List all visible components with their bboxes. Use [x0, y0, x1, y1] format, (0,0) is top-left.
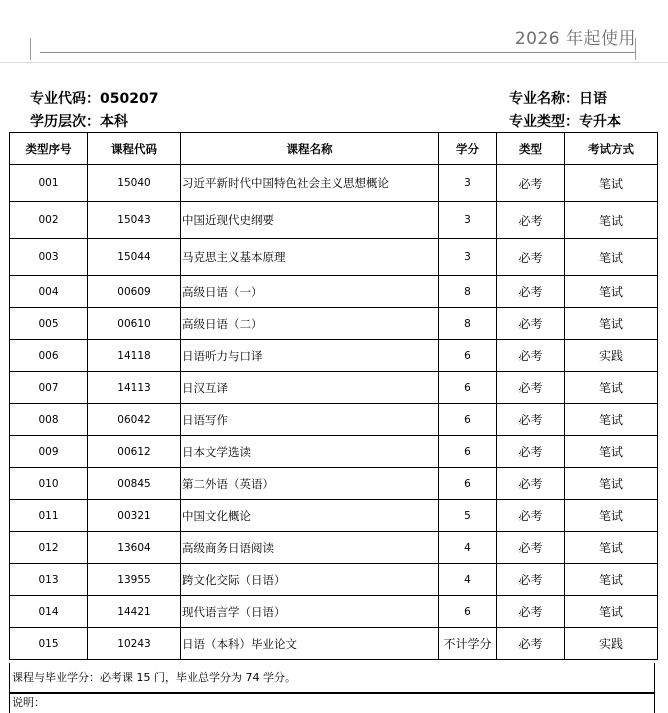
table-row — [10, 276, 658, 308]
column-header: 学分 — [439, 133, 497, 165]
header-rule — [40, 52, 636, 53]
row-seq-cell: 001 — [10, 165, 88, 202]
row-code-cell: 00845 — [88, 468, 181, 500]
row-course-name-cell: 日汉互译 — [181, 372, 439, 404]
row-seq-cell: 004 — [10, 276, 88, 308]
row-course-name-cell: 第二外语（英语） — [181, 468, 439, 500]
row-credit-cell: 6 — [439, 596, 497, 628]
row-code-cell: 00612 — [88, 436, 181, 468]
education-level: 学历层次：本科 — [30, 114, 128, 130]
row-credit-cell: 4 — [439, 532, 497, 564]
row-seq-cell: 011 — [10, 500, 88, 532]
row-code-cell: 00321 — [88, 500, 181, 532]
row-code-cell: 15040 — [88, 165, 181, 202]
row-seq-cell: 009 — [10, 436, 88, 468]
row-seq-cell: 006 — [10, 340, 88, 372]
note-label: 说明： — [9, 693, 655, 713]
page-divider — [0, 62, 668, 63]
row-credit-cell: 4 — [439, 564, 497, 596]
row-seq-cell: 014 — [10, 596, 88, 628]
major-code: 专业代码：050207 — [30, 91, 159, 107]
row-type-cell: 必考 — [497, 596, 565, 628]
row-code-cell: 13955 — [88, 564, 181, 596]
row-seq-cell: 002 — [10, 202, 88, 239]
row-credit-cell: 6 — [439, 404, 497, 436]
column-header: 课程名称 — [181, 133, 439, 165]
row-exam-cell: 笔试 — [565, 404, 658, 436]
row-credit-cell: 不计学分 — [439, 628, 497, 660]
row-credit-cell: 6 — [439, 436, 497, 468]
row-course-name-cell: 高级商务日语阅读 — [181, 532, 439, 564]
row-exam-cell: 笔试 — [565, 308, 658, 340]
row-course-name-cell: 高级日语（二） — [181, 308, 439, 340]
row-seq-cell: 007 — [10, 372, 88, 404]
row-type-cell: 必考 — [497, 276, 565, 308]
table-row — [10, 372, 658, 404]
row-type-cell: 必考 — [497, 436, 565, 468]
row-course-name-cell: 中国近现代史纲要 — [181, 202, 439, 239]
crop-mark-left — [30, 38, 31, 60]
row-exam-cell: 实践 — [565, 628, 658, 660]
table-row — [10, 239, 658, 276]
row-course-name-cell: 现代语言学（日语） — [181, 596, 439, 628]
row-exam-cell: 笔试 — [565, 564, 658, 596]
row-code-cell: 00610 — [88, 308, 181, 340]
row-type-cell: 必考 — [497, 239, 565, 276]
row-exam-cell: 笔试 — [565, 239, 658, 276]
row-type-cell: 必考 — [497, 468, 565, 500]
table-row — [10, 628, 658, 660]
row-exam-cell: 笔试 — [565, 202, 658, 239]
table-row — [10, 308, 658, 340]
row-type-cell: 必考 — [497, 308, 565, 340]
row-seq-cell: 012 — [10, 532, 88, 564]
row-type-cell: 必考 — [497, 564, 565, 596]
row-type-cell: 必考 — [497, 165, 565, 202]
table-row — [10, 404, 658, 436]
row-code-cell: 00609 — [88, 276, 181, 308]
major-type: 专业类型：专升本 — [509, 114, 621, 130]
column-header: 考试方式 — [565, 133, 658, 165]
row-exam-cell: 笔试 — [565, 532, 658, 564]
table-row — [10, 436, 658, 468]
row-credit-cell: 6 — [439, 340, 497, 372]
row-seq-cell: 008 — [10, 404, 88, 436]
table-header-row — [10, 133, 658, 165]
row-seq-cell: 003 — [10, 239, 88, 276]
table-row — [10, 165, 658, 202]
row-credit-cell: 8 — [439, 276, 497, 308]
table-row — [10, 596, 658, 628]
row-code-cell: 14421 — [88, 596, 181, 628]
row-seq-cell: 010 — [10, 468, 88, 500]
row-code-cell: 13604 — [88, 532, 181, 564]
table-row — [10, 202, 658, 239]
row-credit-cell: 8 — [439, 308, 497, 340]
column-header: 类型 — [497, 133, 565, 165]
row-code-cell: 15043 — [88, 202, 181, 239]
row-exam-cell: 实践 — [565, 340, 658, 372]
row-course-name-cell: 日本文学选读 — [181, 436, 439, 468]
table-row — [10, 564, 658, 596]
row-exam-cell: 笔试 — [565, 468, 658, 500]
table-row — [10, 340, 658, 372]
row-seq-cell: 015 — [10, 628, 88, 660]
row-code-cell: 10243 — [88, 628, 181, 660]
row-credit-cell: 5 — [439, 500, 497, 532]
row-type-cell: 必考 — [497, 372, 565, 404]
row-course-name-cell: 跨文化交际（日语） — [181, 564, 439, 596]
row-type-cell: 必考 — [497, 532, 565, 564]
row-credit-cell: 3 — [439, 165, 497, 202]
row-exam-cell: 笔试 — [565, 372, 658, 404]
row-type-cell: 必考 — [497, 404, 565, 436]
major-name: 专业名称：日语 — [509, 91, 607, 107]
row-credit-cell: 6 — [439, 372, 497, 404]
row-credit-cell: 3 — [439, 202, 497, 239]
table-row — [10, 500, 658, 532]
row-course-name-cell: 习近平新时代中国特色社会主义思想概论 — [181, 165, 439, 202]
course-table — [9, 132, 658, 660]
row-code-cell: 06042 — [88, 404, 181, 436]
row-seq-cell: 005 — [10, 308, 88, 340]
row-type-cell: 必考 — [497, 202, 565, 239]
row-type-cell: 必考 — [497, 628, 565, 660]
row-seq-cell: 013 — [10, 564, 88, 596]
row-exam-cell: 笔试 — [565, 436, 658, 468]
column-header: 类型序号 — [10, 133, 88, 165]
row-course-name-cell: 马克思主义基本原理 — [181, 239, 439, 276]
row-course-name-cell: 日语听力与口译 — [181, 340, 439, 372]
row-course-name-cell: 中国文化概论 — [181, 500, 439, 532]
row-course-name-cell: 高级日语（一） — [181, 276, 439, 308]
column-header: 课程代码 — [88, 133, 181, 165]
row-course-name-cell: 日语（本科）毕业论文 — [181, 628, 439, 660]
row-course-name-cell: 日语写作 — [181, 404, 439, 436]
row-code-cell: 14113 — [88, 372, 181, 404]
row-code-cell: 15044 — [88, 239, 181, 276]
table-row — [10, 468, 658, 500]
row-type-cell: 必考 — [497, 500, 565, 532]
row-exam-cell: 笔试 — [565, 276, 658, 308]
row-exam-cell: 笔试 — [565, 165, 658, 202]
credit-summary: 课程与毕业学分：必考课 15 门，毕业总学分为 74 学分。 — [9, 663, 655, 693]
table-row — [10, 532, 658, 564]
row-exam-cell: 笔试 — [565, 500, 658, 532]
row-exam-cell: 笔试 — [565, 596, 658, 628]
row-credit-cell: 3 — [439, 239, 497, 276]
row-credit-cell: 6 — [439, 468, 497, 500]
row-code-cell: 14118 — [88, 340, 181, 372]
row-type-cell: 必考 — [497, 340, 565, 372]
year-label: 2026 年起使用 — [514, 29, 636, 49]
